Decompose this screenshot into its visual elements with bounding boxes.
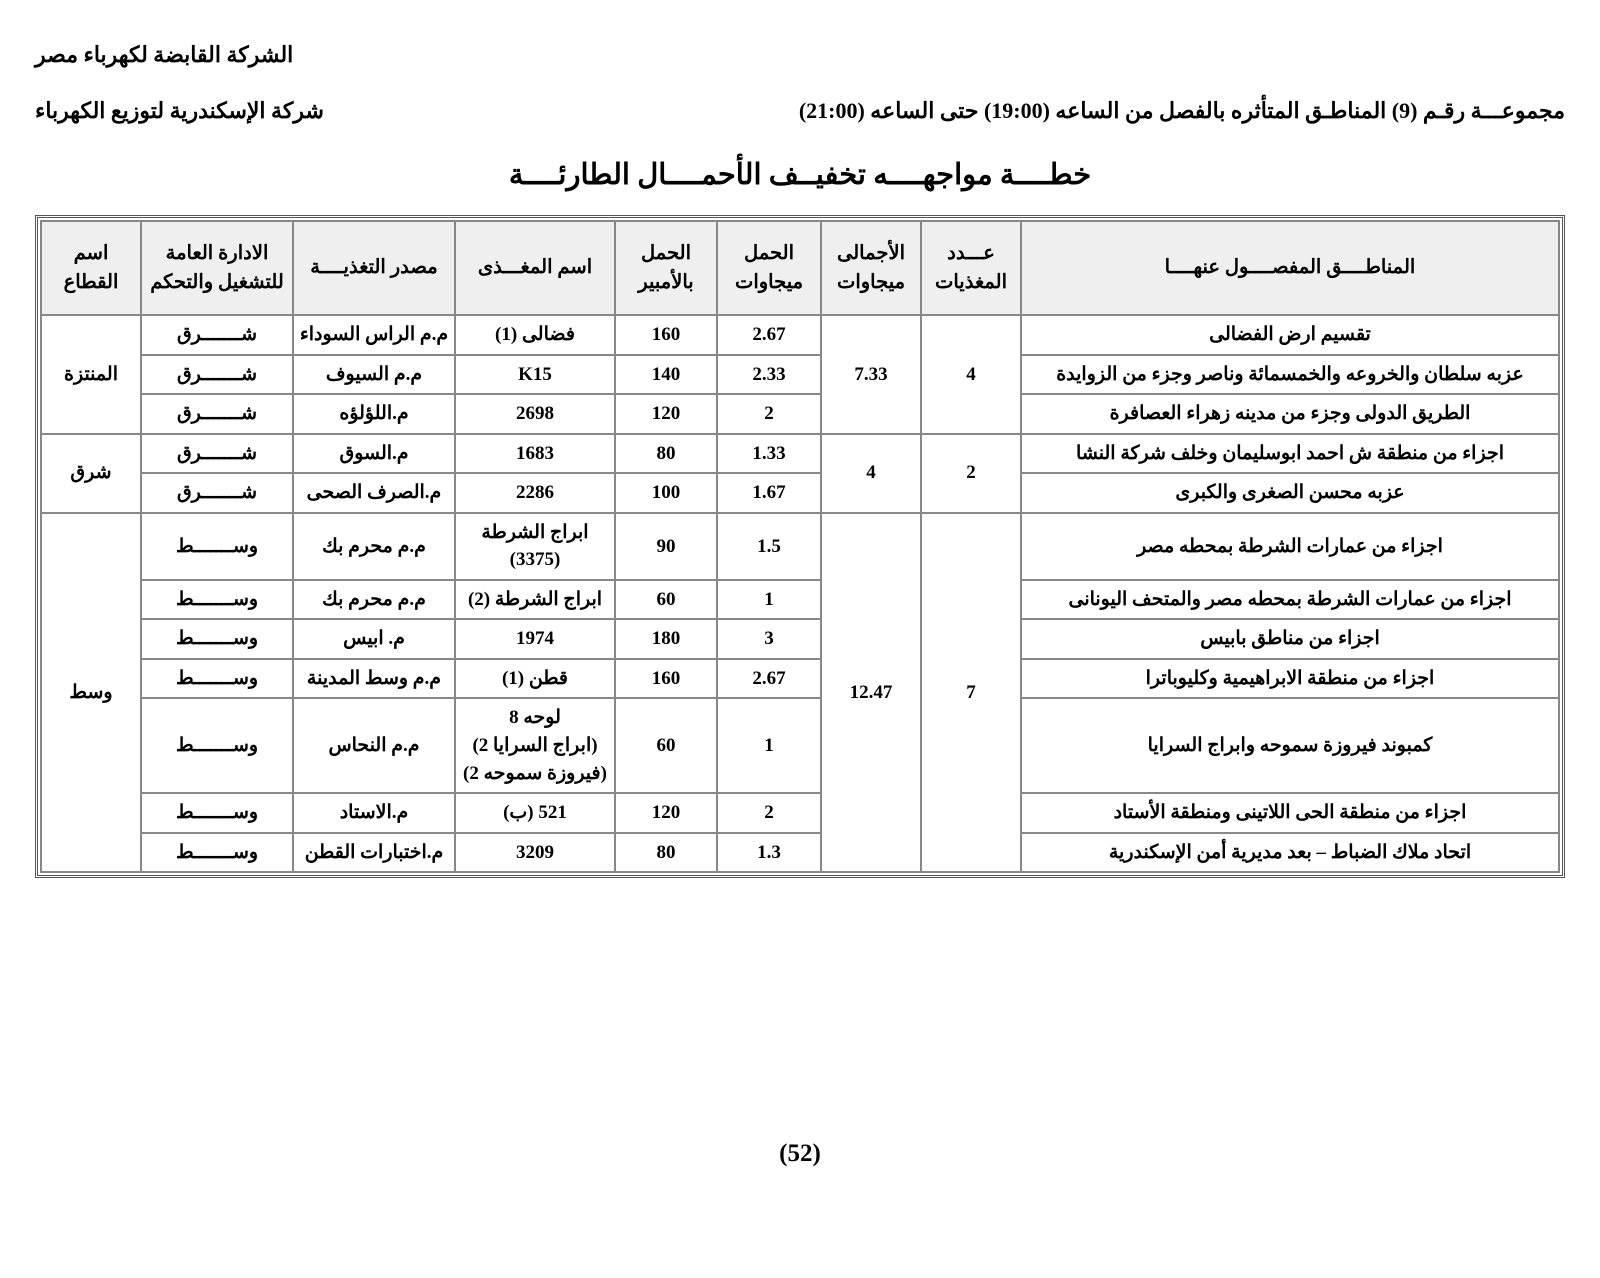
table-row	[41, 793, 1559, 833]
cell-feeder-name: 521 (ب)	[455, 793, 615, 833]
cell-supply-source: م.الاستاد	[293, 793, 455, 833]
column-header-feeder-count	[921, 221, 1021, 315]
cell-load-amp: 140	[615, 355, 717, 395]
cell-load-mw: 2	[717, 394, 821, 434]
table-row	[41, 698, 1559, 793]
column-header-total-mw	[821, 221, 921, 315]
cell-feeder-name	[455, 698, 615, 793]
cell-feeder-name: فضالى (1)	[455, 315, 615, 355]
cell-feeder-name: 2698	[455, 394, 615, 434]
cell-load-mw: 2.67	[717, 315, 821, 355]
cell-department: وســـــــط	[141, 513, 293, 580]
column-header-department	[141, 221, 293, 315]
distribution-company-name: شركة الإسكندرية لتوزيع الكهرباء	[35, 98, 324, 123]
cell-feeder-name: 1683	[455, 434, 615, 474]
column-header-total-mw-line2: ميجاوات	[836, 272, 906, 293]
column-header-load-mw-line1: الحمل	[744, 242, 794, 264]
page-number: (52)	[779, 1140, 821, 1167]
cell-load-mw: 1	[717, 698, 821, 793]
cell-supply-source: م. ابيس	[293, 619, 455, 659]
table-header-row	[41, 221, 1559, 315]
document-page	[0, 42, 1600, 1278]
cell-areas: اجزاء من منطقة الابراهيمية وكليوباترا	[1021, 659, 1559, 699]
cell-supply-source: م.م النحاس	[293, 698, 455, 793]
group-schedule-line: مجموعـــة رقـم (9) المناطـق المتأثره بالفصل من الساعه (19:00) حتى الساعه (21:00)	[798, 98, 1565, 123]
table-body	[41, 315, 1559, 872]
table-row	[41, 394, 1559, 434]
plan-table-container	[35, 215, 1565, 878]
cell-areas: اتحاد ملاك الضباط – بعد مديرية أمن الإسكندرية	[1021, 833, 1559, 873]
cell-load-amp: 120	[615, 793, 717, 833]
cell-supply-source: م.م الراس السوداء	[293, 315, 455, 355]
cell-sector: وسط	[41, 513, 141, 872]
cell-feeder-name: K15	[455, 355, 615, 395]
column-header-load-mw	[717, 221, 821, 315]
cell-load-mw: 1.5	[717, 513, 821, 580]
cell-areas: عزبه سلطان والخروعه والخمسمائة وناصر وجزء من الزوايدة	[1021, 355, 1559, 395]
cell-feeder-name-line2: (3375)	[509, 549, 561, 571]
cell-feeder-name-line2: (ابراج السرايا 2)	[472, 735, 598, 757]
cell-feeder-name: 3209	[455, 833, 615, 873]
cell-supply-source: م.م السيوف	[293, 355, 455, 395]
cell-feeder-count: 2	[921, 434, 1021, 513]
cell-load-amp: 80	[615, 833, 717, 873]
cell-load-mw: 1.3	[717, 833, 821, 873]
cell-feeder-name	[455, 513, 615, 580]
emergency-load-shedding-table	[40, 220, 1560, 873]
column-header-supply-source: مصدر التغذيــــة	[293, 221, 455, 315]
column-header-total-mw-line1: الأجمالى	[836, 242, 905, 264]
cell-feeder-name-line3: (فيروزة سموحه 2)	[463, 762, 607, 784]
cell-load-amp: 120	[615, 394, 717, 434]
table-row	[41, 619, 1559, 659]
table-row	[41, 355, 1559, 395]
cell-sector: شرق	[41, 434, 141, 513]
cell-load-amp: 180	[615, 619, 717, 659]
cell-areas: تقسيم ارض الفضالى	[1021, 315, 1559, 355]
column-header-sector: اسم القطاع	[41, 221, 141, 315]
cell-areas: اجزاء من منطقة ش احمد ابوسليمان وخلف شركة النشا	[1021, 434, 1559, 474]
cell-areas: اجزاء من عمارات الشرطة بمحطه مصر والمتحف اليونانى	[1021, 580, 1559, 620]
table-row	[41, 833, 1559, 873]
cell-areas: اجزاء من منطقة الحى اللاتينى ومنطقة الأستاد	[1021, 793, 1559, 833]
cell-load-mw: 1.67	[717, 473, 821, 513]
cell-load-amp: 60	[615, 698, 717, 793]
column-header-load-amp-line1: الحمل	[641, 242, 691, 264]
column-header-feeder-name: اسم المغـــذى	[455, 221, 615, 315]
table-row	[41, 580, 1559, 620]
column-header-feeder-count-line1: عـــدد	[947, 242, 995, 264]
cell-total-mw: 12.47	[821, 513, 921, 872]
cell-department: وســـــــط	[141, 580, 293, 620]
header-line-two	[0, 98, 1600, 124]
cell-load-mw: 1.33	[717, 434, 821, 474]
table-row	[41, 434, 1559, 474]
cell-department: وســـــــط	[141, 619, 293, 659]
table-row	[41, 659, 1559, 699]
cell-supply-source: م.اختبارات القطن	[293, 833, 455, 873]
cell-load-amp: 60	[615, 580, 717, 620]
cell-department: وســـــــط	[141, 659, 293, 699]
table-header	[41, 221, 1559, 315]
cell-total-mw: 4	[821, 434, 921, 513]
header-line-one	[0, 42, 1600, 68]
cell-feeder-name: قطن (1)	[455, 659, 615, 699]
cell-feeder-count: 7	[921, 513, 1021, 872]
cell-areas: اجزاء من عمارات الشرطة بمحطه مصر	[1021, 513, 1559, 580]
cell-feeder-name-line1: لوحه 8	[509, 707, 561, 729]
cell-load-amp: 160	[615, 315, 717, 355]
cell-load-amp: 160	[615, 659, 717, 699]
cell-areas: الطريق الدولى وجزء من مدينه زهراء العصافرة	[1021, 394, 1559, 434]
column-header-load-amp	[615, 221, 717, 315]
table-row	[41, 315, 1559, 355]
cell-supply-source: م.م محرم بك	[293, 580, 455, 620]
cell-areas: عزبه محسن الصغرى والكبرى	[1021, 473, 1559, 513]
cell-department: وســـــــط	[141, 833, 293, 873]
cell-supply-source: م.م محرم بك	[293, 513, 455, 580]
cell-areas: كمبوند فيروزة سموحه وابراج السرايا	[1021, 698, 1559, 793]
cell-load-mw: 1	[717, 580, 821, 620]
cell-areas: اجزاء من مناطق بابيس	[1021, 619, 1559, 659]
cell-load-amp: 80	[615, 434, 717, 474]
cell-load-mw: 2	[717, 793, 821, 833]
cell-department: شـــــــرق	[141, 394, 293, 434]
cell-department: شـــــــرق	[141, 434, 293, 474]
column-header-areas: المناطــــق المفصــــول عنهــــا	[1021, 221, 1559, 315]
cell-feeder-count: 4	[921, 315, 1021, 434]
cell-load-mw: 3	[717, 619, 821, 659]
table-row	[41, 473, 1559, 513]
column-header-feeder-count-line2: المغذيات	[934, 272, 1007, 293]
cell-supply-source: م.م وسط المدينة	[293, 659, 455, 699]
page-title: خطــــة مواجهــــه تخفيــف الأحمــــال الطارئــــة	[508, 159, 1092, 191]
holding-company-name: الشركة القابضة لكهرباء مصر	[35, 42, 294, 67]
cell-load-amp: 100	[615, 473, 717, 513]
cell-feeder-name: 1974	[455, 619, 615, 659]
column-header-load-amp-line2: بالأمبير	[638, 272, 694, 293]
cell-load-mw: 2.67	[717, 659, 821, 699]
cell-supply-source: م.السوق	[293, 434, 455, 474]
cell-department: شـــــــرق	[141, 355, 293, 395]
cell-total-mw: 7.33	[821, 315, 921, 434]
table-row	[41, 513, 1559, 580]
cell-supply-source: م.الصرف الصحى	[293, 473, 455, 513]
cell-load-amp: 90	[615, 513, 717, 580]
cell-department: وســـــــط	[141, 698, 293, 793]
cell-feeder-name: ابراج الشرطة (2)	[455, 580, 615, 620]
cell-feeder-name: 2286	[455, 473, 615, 513]
cell-load-mw: 2.33	[717, 355, 821, 395]
cell-department: وســـــــط	[141, 793, 293, 833]
column-header-load-mw-line2: ميجاوات	[734, 272, 804, 293]
cell-supply-source: م.اللؤلؤه	[293, 394, 455, 434]
cell-sector: المنتزة	[41, 315, 141, 434]
cell-department: شـــــــرق	[141, 473, 293, 513]
column-header-department-line1: الادارة العامة	[165, 242, 269, 264]
cell-department: شـــــــرق	[141, 315, 293, 355]
cell-feeder-name-line1: ابراج الشرطة	[481, 521, 589, 543]
column-header-department-line2: للتشغيل والتحكم	[150, 272, 284, 293]
